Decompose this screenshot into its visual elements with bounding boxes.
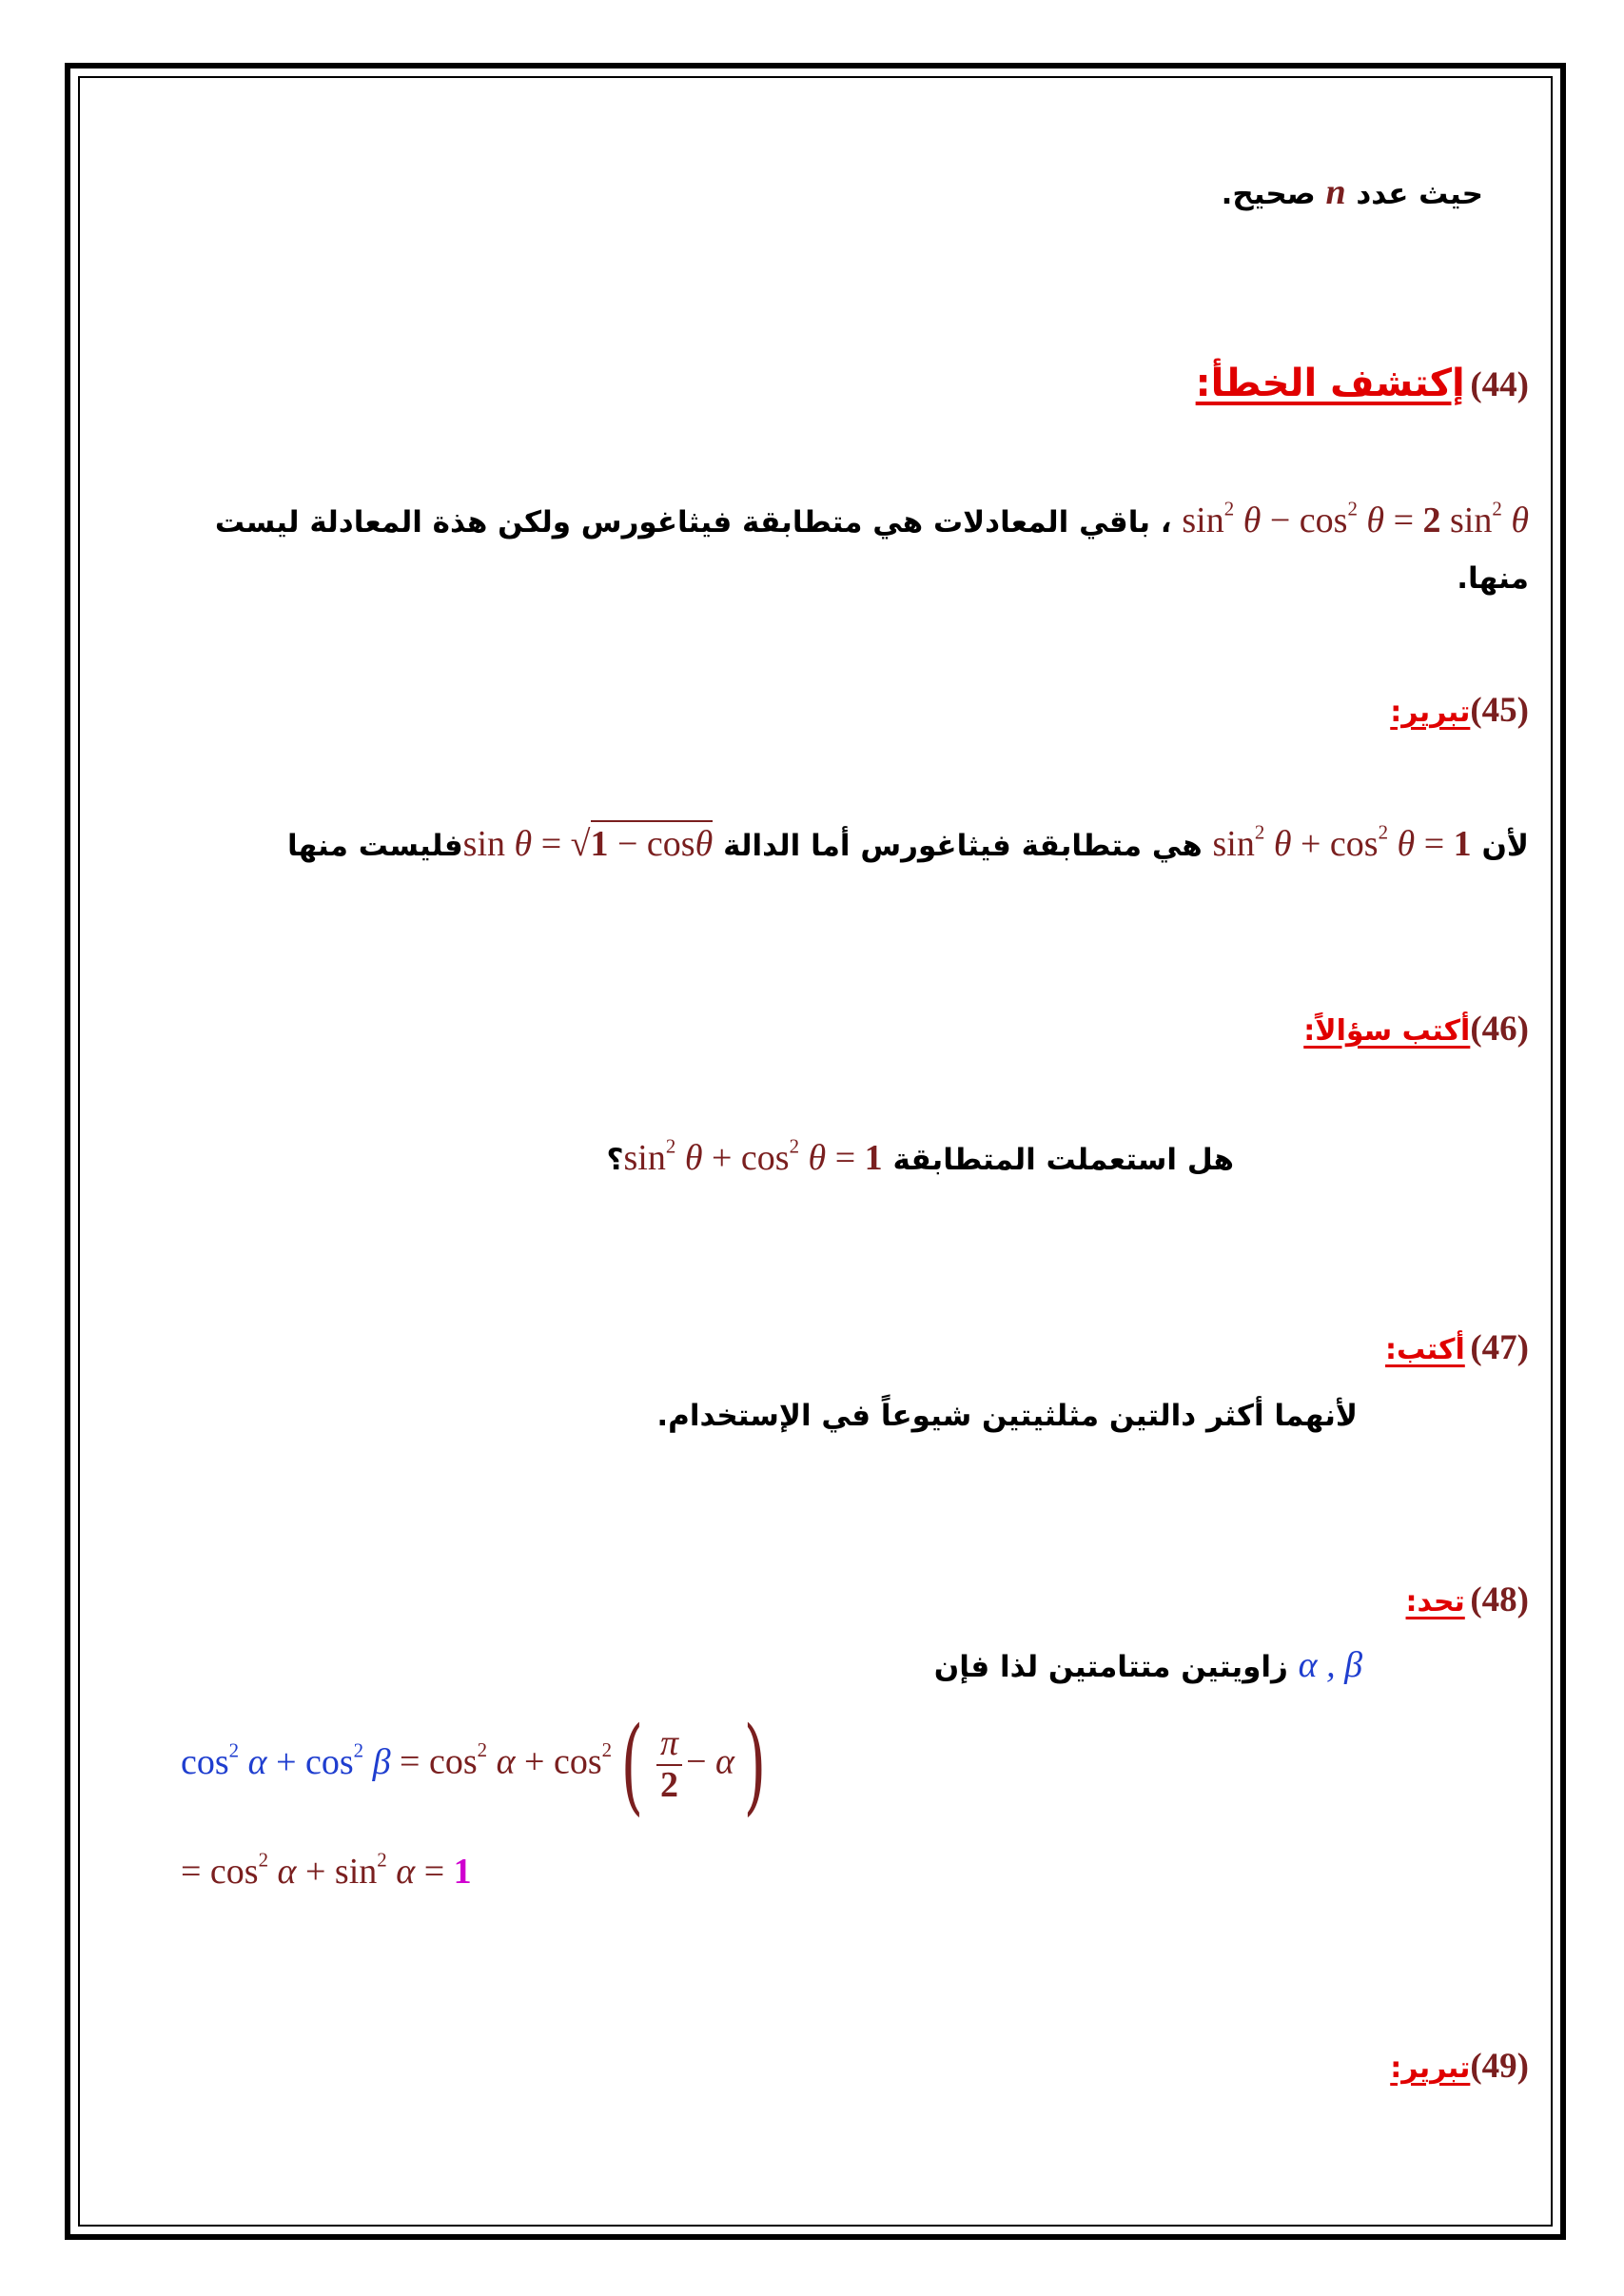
q49-title: تبرير: — [1390, 2051, 1471, 2085]
q47-title: أكتب: — [1385, 1333, 1465, 1366]
q47-answer: لأنهما أكثر دالتين مثلثيتين شيوعاً في الإستخدام. — [656, 1399, 1358, 1433]
top-line: حيث عدد n صحيح. — [1221, 172, 1483, 212]
q44-title: إكتشف الخطأ: — [1195, 362, 1465, 405]
q45-eq1: $\sin^2 \theta + \cos^2 \theta = 1$ — [1212, 820, 1472, 864]
q48-number: (48) — [1470, 1580, 1529, 1619]
q48-vars: α , β — [1298, 1645, 1362, 1685]
q45-heading — [1390, 690, 1529, 731]
q46-eq: $\sin^2 \theta + \cos^2 \theta = 1$ — [623, 1134, 883, 1178]
q45-body: لأن $\sin^2 \theta + \cos^2 \theta = 1$ هي متطابقة فيثاغورس أما الدالة sin θ = √1 − cosθفليست منها — [286, 820, 1529, 864]
q44-number: (44) — [1470, 365, 1529, 404]
q47-number: (47) — [1470, 1328, 1529, 1367]
q44-equation: $\sin^2 \theta - \cos^2 \theta = 2$ $\sin^2 \theta$ — [1182, 497, 1529, 540]
q47-heading — [1385, 1327, 1529, 1368]
q45-number: (45) — [1470, 691, 1529, 730]
q46-title: أكتب سؤالاً: — [1303, 1014, 1471, 1048]
q48-heading — [1406, 1580, 1529, 1620]
q48-title: تحد: — [1405, 1585, 1465, 1619]
q48-statement: α , β زاويتين متتامتين لذا فإن — [933, 1645, 1362, 1685]
q46-question: هل استعملت المتطابقة $\sin^2 \theta + \cos^2 \theta$ = 1؟ — [606, 1134, 1234, 1178]
q45-eq2: sin θ = √1 − cosθ — [463, 820, 714, 864]
q48-line2: = $\cos^2 \alpha + \sin^2 \alpha = 1$ — [181, 1848, 472, 1892]
q46-heading — [1303, 1009, 1529, 1050]
q44-body-line2: منها. — [1457, 561, 1529, 596]
q44-heading — [1196, 362, 1529, 405]
q48-line1: $\cos^2 \alpha + \cos^2 \beta = \cos^2 \alpha + \cos^2$( $\frac{\pi}{2}$ − α) — [181, 1704, 767, 1826]
q46-number: (46) — [1470, 1010, 1529, 1049]
q49-number: (49) — [1470, 2047, 1529, 2086]
q45-title: تبرير: — [1390, 696, 1471, 729]
q49-heading — [1390, 2046, 1529, 2087]
q44-body-line1: $\sin^2 \theta - \cos^2 \theta = 2$ $\sin^2 \theta$ ، باقي المعادلات هي متطابقة فيثاغورس ولكن هذة المعادلة ليست — [214, 497, 1529, 540]
